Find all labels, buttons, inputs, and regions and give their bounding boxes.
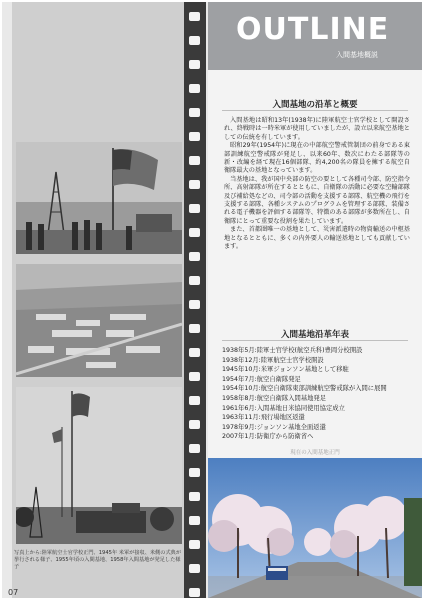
page bbox=[2, 2, 422, 598]
paragraph: 昭和29年(1954年)に現在の中部航空警戒管制団の前身である東部訓練航空警戒隊が発足し、以来60年、数次にわたる部隊等の新・改編を経て現在16個部隊、約4,200名の隊員を擁する航空自衛隊最大の基地となっています。 bbox=[224, 142, 410, 175]
photo-flag-tower bbox=[16, 387, 182, 544]
perforation-hole bbox=[189, 108, 200, 117]
paragraph: また、首都圏唯一の基地として、災害派遣時の物資輸送の中枢基地となるとともに、多くの内外要人の輸送基地としても貢献しています。 bbox=[224, 226, 410, 251]
section-heading-timeline: 入間基地沿革年表 bbox=[280, 330, 349, 340]
perforation-hole bbox=[189, 516, 200, 525]
perforation-hole bbox=[189, 300, 200, 309]
photo-aerial-base bbox=[16, 264, 182, 377]
perforation-hole bbox=[189, 468, 200, 477]
photo-label: 現在の入間基地正門 bbox=[290, 450, 340, 456]
perforation-hole bbox=[189, 588, 200, 597]
perforation-hole bbox=[189, 180, 200, 189]
film-perforation bbox=[184, 2, 206, 598]
divider bbox=[222, 340, 408, 341]
paragraph: 入間基地は昭和13年(1938年)に陸軍航空士官学校として開設され、終戦時は一時米軍が使用していましたが、設立以来航空基地としての伝統を有しています。 bbox=[224, 117, 410, 141]
perforation-hole bbox=[189, 204, 200, 213]
perforation-hole bbox=[189, 420, 200, 429]
timeline-item: 1978年9月:ジョンソン基地全面返還 bbox=[222, 423, 326, 431]
page-subtitle: 入間基地概説 bbox=[336, 51, 378, 59]
section-heading-history: 入間基地の沿革と概要 bbox=[272, 100, 358, 110]
perforation-hole bbox=[189, 540, 200, 549]
perforation-hole bbox=[189, 396, 200, 405]
perforation-hole bbox=[189, 564, 200, 573]
right-column bbox=[208, 2, 422, 598]
timeline-list bbox=[222, 346, 412, 442]
perforation-hole bbox=[189, 444, 200, 453]
timeline-item: 1961年6月:入間基地日米協同使用協定成立 bbox=[222, 404, 345, 412]
timeline-item: 1938年12月:陸軍航空士官学校開設 bbox=[222, 356, 324, 364]
timeline-item: 1945年10月:米軍ジョンソン基地として移駐 bbox=[222, 366, 349, 374]
timeline-item: 1938年5月:陸軍士官学校(航空兵科)豊岡分校開設 bbox=[222, 347, 363, 354]
timeline-item: 1963年11月:飛行場地区返還 bbox=[222, 414, 305, 422]
history-body bbox=[224, 117, 410, 252]
perforation-hole bbox=[189, 348, 200, 357]
perforation-hole bbox=[189, 252, 200, 261]
photo-flag-ceremony bbox=[16, 142, 182, 254]
page-title: OUTLINE bbox=[236, 12, 390, 47]
perforation-hole bbox=[189, 132, 200, 141]
perforation-hole bbox=[189, 372, 200, 381]
photo-main-gate-cherry-blossoms bbox=[208, 458, 422, 598]
perforation-hole bbox=[189, 36, 200, 45]
perforation-hole bbox=[189, 84, 200, 93]
paragraph: 当基地は、我が国中央部の防空の要として各種司令部、防空指令所、高射部隊が所在するとともに、自衛隊の活動に必要な空輸部隊及び補給処などの、司令部の活動を支援する部隊、航空機の飛行を支援する部隊、各種システムのプログラムを管理する部隊、装備される電子機器を評価する部隊等、特徴のある部隊が多数所在し、自衛隊にとって重要な役割を果たしています。 bbox=[224, 175, 410, 225]
perforation-hole bbox=[189, 324, 200, 333]
timeline-item: 2007年1月:防衛庁から防衛省へ bbox=[222, 433, 314, 441]
perforation-hole bbox=[189, 156, 200, 165]
timeline-item: 1954年7月:航空自衛隊発足 bbox=[222, 375, 301, 383]
timeline-item: 1958年8月:航空自衛隊入間基地発足 bbox=[222, 394, 327, 402]
timeline-item: 1954年10月:航空自衛隊東部訓練航空警戒隊が入間に展開 bbox=[222, 385, 387, 393]
perforation-hole bbox=[189, 492, 200, 501]
perforation-hole bbox=[189, 60, 200, 69]
photo-caption: 写真上から:陸軍航空士官学校正門、1945年 米軍が接収、米側の式典が挙行される様子、1955年頃の入間基地、1958年入間基地が発足した様子 bbox=[14, 550, 182, 570]
page-number: 07 bbox=[8, 588, 19, 597]
divider bbox=[222, 110, 408, 111]
perforation-hole bbox=[189, 276, 200, 285]
title-bar bbox=[208, 2, 422, 70]
perforation-hole bbox=[189, 228, 200, 237]
perforation-hole bbox=[189, 12, 200, 21]
